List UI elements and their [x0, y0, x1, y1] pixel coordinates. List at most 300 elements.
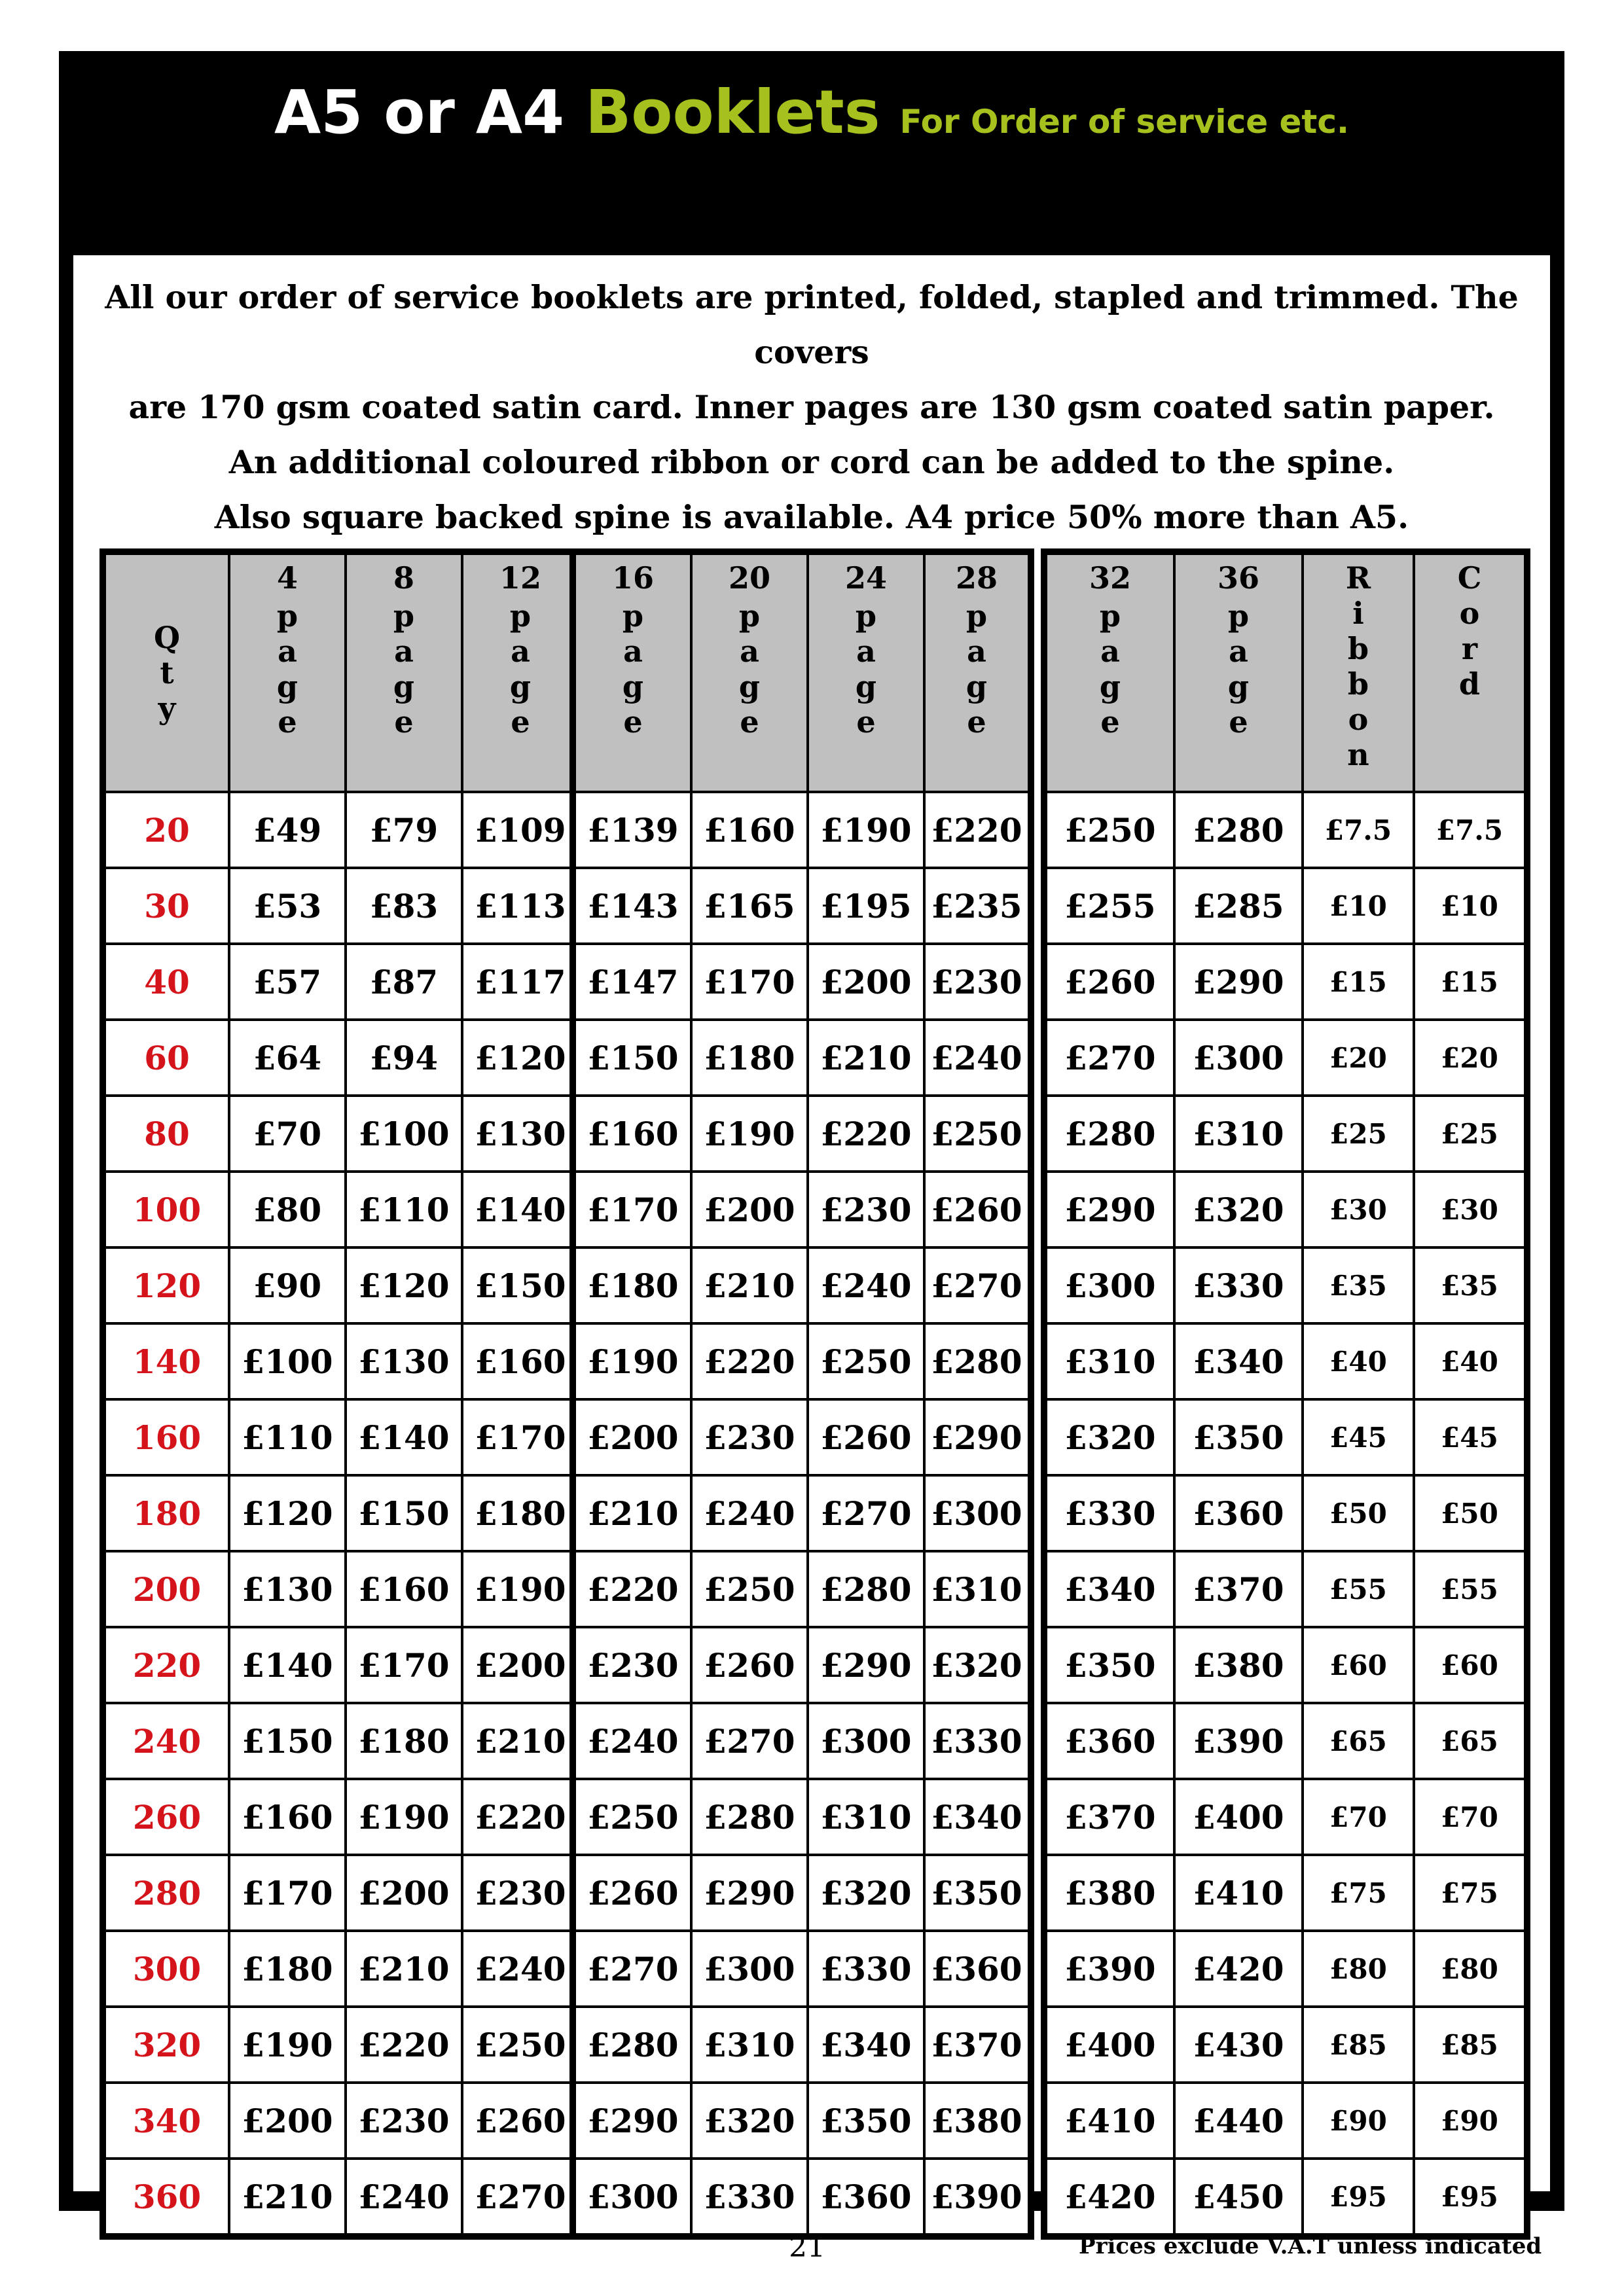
price-cell: £180	[691, 1020, 808, 1096]
price-cell: £140	[346, 1399, 462, 1475]
table-row	[1046, 1020, 1525, 1096]
price-cell: £170	[229, 1855, 346, 1931]
header-word: p a g e	[855, 598, 877, 740]
price-cell: £330	[924, 1703, 1029, 1779]
cord-price-cell: £85	[1414, 2007, 1525, 2083]
qty-cell: 280	[105, 1855, 229, 1931]
table-row	[105, 1703, 579, 1779]
price-cell: £90	[229, 1247, 346, 1323]
ribbon-price-cell: £30	[1303, 1172, 1414, 1247]
price-cell: £340	[1046, 1551, 1174, 1627]
table-row	[575, 2159, 1029, 2234]
table-row	[575, 1247, 1029, 1323]
cord-price-cell: £90	[1414, 2083, 1525, 2159]
table-row	[105, 1475, 579, 1551]
price-cell: £210	[346, 1931, 462, 2007]
header-word: p a g e	[738, 598, 761, 740]
price-cell: £160	[575, 1096, 691, 1172]
price-cell: £280	[1174, 792, 1303, 868]
price-cell: £70	[229, 1096, 346, 1172]
ribbon-price-cell: £90	[1303, 2083, 1414, 2159]
ribbon-price-cell: £55	[1303, 1551, 1414, 1627]
ribbon-price-cell: £95	[1303, 2159, 1414, 2234]
table-row	[1046, 2007, 1525, 2083]
price-rows	[1046, 792, 1525, 2234]
table-row	[1046, 792, 1525, 868]
price-cell: £190	[691, 1096, 808, 1172]
price-cell: £390	[1174, 1703, 1303, 1779]
qty-cell: 300	[105, 1931, 229, 2007]
price-cell: £100	[229, 1323, 346, 1399]
price-cell: £110	[229, 1399, 346, 1475]
qty-cell: 30	[105, 868, 229, 944]
price-cell: £250	[691, 1551, 808, 1627]
price-cell: £255	[1046, 868, 1174, 944]
price-cell: £220	[462, 1779, 579, 1855]
price-cell: £285	[1174, 868, 1303, 944]
price-cell: £400	[1046, 2007, 1174, 2083]
header-qty-label: Q t y	[153, 620, 181, 726]
price-cell: £230	[462, 1855, 579, 1931]
price-cell: £260	[575, 1855, 691, 1931]
price-cell: £300	[808, 1703, 924, 1779]
price-cell: £230	[808, 1172, 924, 1247]
price-cell: £240	[346, 2159, 462, 2234]
price-cell: £190	[229, 2007, 346, 2083]
price-cell: £160	[346, 1551, 462, 1627]
table-row	[575, 1779, 1029, 1855]
price-cell: £220	[691, 1323, 808, 1399]
price-cell: £270	[924, 1247, 1029, 1323]
qty-cell: 220	[105, 1627, 229, 1703]
price-cell: £310	[691, 2007, 808, 2083]
price-cell: £250	[1046, 792, 1174, 868]
price-cell: £117	[462, 944, 579, 1020]
price-cell: £160	[691, 792, 808, 868]
price-cell: £290	[691, 1855, 808, 1931]
table-row	[1046, 1096, 1525, 1172]
content-panel	[73, 255, 1550, 2216]
table-row	[1046, 1475, 1525, 1551]
price-cell: £350	[924, 1855, 1029, 1931]
price-cell: £260	[924, 1172, 1029, 1247]
price-cell: £280	[691, 1779, 808, 1855]
cord-price-cell: £80	[1414, 1931, 1525, 2007]
cord-price-cell: £65	[1414, 1703, 1525, 1779]
title-part-a5-a4: A5 or A4	[274, 77, 586, 147]
price-cell: £180	[346, 1703, 462, 1779]
table-row	[575, 944, 1029, 1020]
cord-price-cell: £50	[1414, 1475, 1525, 1551]
qty-cell: 120	[105, 1247, 229, 1323]
price-cell: £240	[462, 1931, 579, 2007]
cord-price-cell: £95	[1414, 2159, 1525, 2234]
table-row	[105, 1323, 579, 1399]
price-cell: £160	[229, 1779, 346, 1855]
table-row	[105, 1779, 579, 1855]
price-cell: £270	[1046, 1020, 1174, 1096]
price-cell: £290	[924, 1399, 1029, 1475]
header-word: p a g e	[965, 598, 988, 740]
ribbon-price-cell: £10	[1303, 868, 1414, 944]
price-cell: £260	[808, 1399, 924, 1475]
header-number: 20	[728, 560, 770, 596]
table-row	[575, 2083, 1029, 2159]
price-cell: £210	[462, 1703, 579, 1779]
header-20-page	[691, 554, 808, 792]
price-cell: £260	[462, 2083, 579, 2159]
header-ribbon-label: R i b b o n	[1345, 560, 1371, 772]
price-cell: £310	[924, 1551, 1029, 1627]
price-cell: £320	[1174, 1172, 1303, 1247]
header-word: p a g e	[622, 598, 644, 740]
table-row	[105, 1399, 579, 1475]
price-cell: £143	[575, 868, 691, 944]
table-row	[1046, 2159, 1525, 2234]
price-cell: £280	[1046, 1096, 1174, 1172]
price-cell: £190	[575, 1323, 691, 1399]
cord-price-cell: £20	[1414, 1020, 1525, 1096]
header-cord	[1414, 554, 1525, 792]
table-row	[1046, 1931, 1525, 2007]
price-cell: £150	[462, 1247, 579, 1323]
intro-line: Also square backed spine is available. A4 price 50% more than A5.	[214, 498, 1409, 536]
ribbon-price-cell: £40	[1303, 1323, 1414, 1399]
price-cell: £240	[575, 1703, 691, 1779]
price-cell: £250	[924, 1096, 1029, 1172]
price-cell: £260	[691, 1627, 808, 1703]
header-32-page	[1046, 554, 1174, 792]
header-word: p a g e	[276, 598, 298, 740]
table-row	[575, 1551, 1029, 1627]
ribbon-price-cell: £60	[1303, 1627, 1414, 1703]
table-row	[1046, 1779, 1525, 1855]
page-title	[59, 77, 1564, 147]
table-row	[1046, 1399, 1525, 1475]
price-cell: £150	[575, 1020, 691, 1096]
table-row	[575, 1703, 1029, 1779]
price-cell: £420	[1046, 2159, 1174, 2234]
header-word: p a g e	[509, 598, 532, 740]
title-subtitle: For Order of service etc.	[899, 103, 1349, 141]
header-8-page	[346, 554, 462, 792]
price-cell: £94	[346, 1020, 462, 1096]
price-cell: £370	[1046, 1779, 1174, 1855]
price-cell: £140	[462, 1172, 579, 1247]
price-cell: £320	[1046, 1399, 1174, 1475]
price-cell: £390	[924, 2159, 1029, 2234]
qty-cell: 160	[105, 1399, 229, 1475]
intro-line: All our order of service booklets are printed, folded, stapled and trimmed. The covers	[105, 278, 1519, 371]
price-cell: £113	[462, 868, 579, 944]
price-cell: £320	[808, 1855, 924, 1931]
price-cell: £200	[229, 2083, 346, 2159]
price-rows	[575, 792, 1029, 2234]
price-cell: £230	[924, 944, 1029, 1020]
price-cell: £150	[346, 1475, 462, 1551]
table-row	[105, 1855, 579, 1931]
intro-line: are 170 gsm coated satin card. Inner pages are 130 gsm coated satin paper.	[128, 388, 1495, 426]
price-cell: £230	[575, 1627, 691, 1703]
price-cell: £210	[808, 1020, 924, 1096]
price-rows	[105, 792, 579, 2234]
price-cell: £220	[346, 2007, 462, 2083]
price-cell: £220	[924, 792, 1029, 868]
table-row	[575, 1931, 1029, 2007]
ribbon-price-cell: £15	[1303, 944, 1414, 1020]
price-cell: £340	[1174, 1323, 1303, 1399]
header-ribbon	[1303, 554, 1414, 792]
price-cell: £147	[575, 944, 691, 1020]
price-cell: £350	[808, 2083, 924, 2159]
price-cell: £195	[808, 868, 924, 944]
price-cell: £450	[1174, 2159, 1303, 2234]
qty-cell: 240	[105, 1703, 229, 1779]
price-cell: £320	[691, 2083, 808, 2159]
price-cell: £290	[808, 1627, 924, 1703]
table-row	[1046, 1247, 1525, 1323]
price-cell: £170	[691, 944, 808, 1020]
table-row	[105, 1551, 579, 1627]
price-cell: £340	[808, 2007, 924, 2083]
price-table-1	[99, 548, 584, 2240]
price-cell: £49	[229, 792, 346, 868]
price-cell: £200	[808, 944, 924, 1020]
price-cell: £240	[808, 1247, 924, 1323]
table-row	[575, 868, 1029, 944]
qty-cell: 260	[105, 1779, 229, 1855]
table-row	[575, 1855, 1029, 1931]
price-cell: £410	[1046, 2083, 1174, 2159]
header-word: p a g e	[1227, 598, 1250, 740]
price-cell: £380	[1174, 1627, 1303, 1703]
price-cell: £109	[462, 792, 579, 868]
price-cell: £120	[346, 1247, 462, 1323]
price-cell: £120	[462, 1020, 579, 1096]
table-row	[1046, 1855, 1525, 1931]
price-cell: £420	[1174, 1931, 1303, 2007]
table-row	[105, 1172, 579, 1247]
price-cell: £120	[229, 1475, 346, 1551]
price-cell: £330	[691, 2159, 808, 2234]
price-cell: £360	[924, 1931, 1029, 2007]
header-24-page	[808, 554, 924, 792]
price-cell: £110	[346, 1172, 462, 1247]
price-table-3	[1041, 548, 1530, 2240]
price-cell: £230	[691, 1399, 808, 1475]
price-cell: £139	[575, 792, 691, 868]
price-cell: £230	[346, 2083, 462, 2159]
price-cell: £130	[462, 1096, 579, 1172]
price-cell: £220	[575, 1551, 691, 1627]
table-row	[575, 1323, 1029, 1399]
price-cell: £290	[575, 2083, 691, 2159]
price-cell: £340	[924, 1779, 1029, 1855]
table-row	[575, 1096, 1029, 1172]
cord-price-cell: £60	[1414, 1627, 1525, 1703]
table-row	[105, 944, 579, 1020]
table-row	[575, 2007, 1029, 2083]
price-cell: £250	[808, 1323, 924, 1399]
header-number: 12	[499, 560, 541, 596]
cord-price-cell: £30	[1414, 1172, 1525, 1247]
table-row	[105, 1247, 579, 1323]
price-cell: £140	[229, 1627, 346, 1703]
table-row	[575, 1172, 1029, 1247]
price-cell: £310	[808, 1779, 924, 1855]
price-cell: £210	[575, 1475, 691, 1551]
price-cell: £280	[575, 2007, 691, 2083]
table-row	[1046, 1627, 1525, 1703]
price-cell: £270	[691, 1703, 808, 1779]
price-cell: £270	[808, 1475, 924, 1551]
price-cell: £280	[808, 1551, 924, 1627]
header-cord-label: C o r d	[1457, 560, 1482, 702]
table-row	[575, 792, 1029, 868]
qty-cell: 320	[105, 2007, 229, 2083]
price-cell: £210	[691, 1247, 808, 1323]
ribbon-price-cell: £45	[1303, 1399, 1414, 1475]
price-cell: £210	[229, 2159, 346, 2234]
price-cell: £150	[229, 1703, 346, 1779]
price-cell: £190	[346, 1779, 462, 1855]
price-cell: £200	[575, 1399, 691, 1475]
price-cell: £330	[1046, 1475, 1174, 1551]
header-28-page	[924, 554, 1029, 792]
header-number: 32	[1089, 560, 1131, 596]
price-cell: £280	[924, 1323, 1029, 1399]
price-cell: £300	[1174, 1020, 1303, 1096]
price-cell: £360	[1174, 1475, 1303, 1551]
price-cell: £87	[346, 944, 462, 1020]
ribbon-price-cell: £20	[1303, 1020, 1414, 1096]
header-number: 8	[393, 560, 414, 596]
table-row	[1046, 944, 1525, 1020]
qty-cell: 180	[105, 1475, 229, 1551]
price-cell: £360	[1046, 1703, 1174, 1779]
price-cell: £300	[575, 2159, 691, 2234]
price-cell: £270	[462, 2159, 579, 2234]
price-cell: £410	[1174, 1855, 1303, 1931]
price-cell: £130	[346, 1323, 462, 1399]
price-cell: £390	[1046, 1931, 1174, 2007]
qty-cell: 40	[105, 944, 229, 1020]
price-cell: £53	[229, 868, 346, 944]
intro-text	[86, 270, 1537, 545]
price-cell: £380	[924, 2083, 1029, 2159]
price-cell: £350	[1174, 1399, 1303, 1475]
table-row	[1046, 1172, 1525, 1247]
ribbon-price-cell: £80	[1303, 1931, 1414, 2007]
cord-price-cell: £75	[1414, 1855, 1525, 1931]
price-cell: £240	[691, 1475, 808, 1551]
cord-price-cell: £35	[1414, 1247, 1525, 1323]
price-cell: £350	[1046, 1627, 1174, 1703]
cord-price-cell: £70	[1414, 1779, 1525, 1855]
cord-price-cell: £45	[1414, 1399, 1525, 1475]
qty-cell: 100	[105, 1172, 229, 1247]
table-row	[105, 792, 579, 868]
header-number: 4	[276, 560, 298, 596]
price-cell: £430	[1174, 2007, 1303, 2083]
price-cell: £290	[1046, 1172, 1174, 1247]
price-cell: £64	[229, 1020, 346, 1096]
qty-cell: 60	[105, 1020, 229, 1096]
ribbon-price-cell: £7.5	[1303, 792, 1414, 868]
vat-note: Prices exclude V.A.T unless indicated	[1079, 2233, 1542, 2259]
price-cell: £250	[575, 1779, 691, 1855]
table-row	[105, 1627, 579, 1703]
header-number: 36	[1217, 560, 1259, 596]
table-row	[575, 1627, 1029, 1703]
price-cell: £200	[691, 1172, 808, 1247]
price-cell: £170	[575, 1172, 691, 1247]
table-row	[1046, 2083, 1525, 2159]
price-cell: £310	[1046, 1323, 1174, 1399]
price-cell: £200	[462, 1627, 579, 1703]
cord-price-cell: £15	[1414, 944, 1525, 1020]
price-cell: £180	[462, 1475, 579, 1551]
qty-cell: 200	[105, 1551, 229, 1627]
price-cell: £180	[575, 1247, 691, 1323]
price-cell: £57	[229, 944, 346, 1020]
price-cell: £200	[346, 1855, 462, 1931]
qty-cell: 20	[105, 792, 229, 868]
table-row	[105, 868, 579, 944]
price-cell: £165	[691, 868, 808, 944]
price-cell: £360	[808, 2159, 924, 2234]
price-cell: £240	[924, 1020, 1029, 1096]
table-row	[1046, 1323, 1525, 1399]
price-cell: £160	[462, 1323, 579, 1399]
price-cell: £270	[575, 1931, 691, 2007]
header-word: p a g e	[1099, 598, 1121, 740]
price-cell: £100	[346, 1096, 462, 1172]
cord-price-cell: £7.5	[1414, 792, 1525, 868]
cord-price-cell: £55	[1414, 1551, 1525, 1627]
price-cell: £260	[1046, 944, 1174, 1020]
price-cell: £310	[1174, 1096, 1303, 1172]
ribbon-price-cell: £70	[1303, 1779, 1414, 1855]
price-cell: £400	[1174, 1779, 1303, 1855]
price-cell: £220	[808, 1096, 924, 1172]
header-12-page	[462, 554, 579, 792]
price-cell: £440	[1174, 2083, 1303, 2159]
intro-line: An additional coloured ribbon or cord can be added to the spine.	[228, 443, 1395, 481]
header-4-page	[229, 554, 346, 792]
table-row	[105, 1096, 579, 1172]
cord-price-cell: £40	[1414, 1323, 1525, 1399]
price-cell: £290	[1174, 944, 1303, 1020]
table-row	[575, 1399, 1029, 1475]
page-frame	[59, 51, 1564, 2216]
ribbon-price-cell: £75	[1303, 1855, 1414, 1931]
cord-price-cell: £25	[1414, 1096, 1525, 1172]
title-part-booklets: Booklets	[585, 77, 880, 147]
ribbon-price-cell: £50	[1303, 1475, 1414, 1551]
header-number: 28	[955, 560, 998, 596]
qty-cell: 80	[105, 1096, 229, 1172]
price-cell: £190	[462, 1551, 579, 1627]
header-qty	[105, 554, 229, 792]
price-cell: £235	[924, 868, 1029, 944]
qty-cell: 140	[105, 1323, 229, 1399]
header-16-page	[575, 554, 691, 792]
price-cell: £170	[346, 1627, 462, 1703]
price-cell: £83	[346, 868, 462, 944]
price-table-2	[569, 548, 1034, 2240]
price-cell: £370	[1174, 1551, 1303, 1627]
